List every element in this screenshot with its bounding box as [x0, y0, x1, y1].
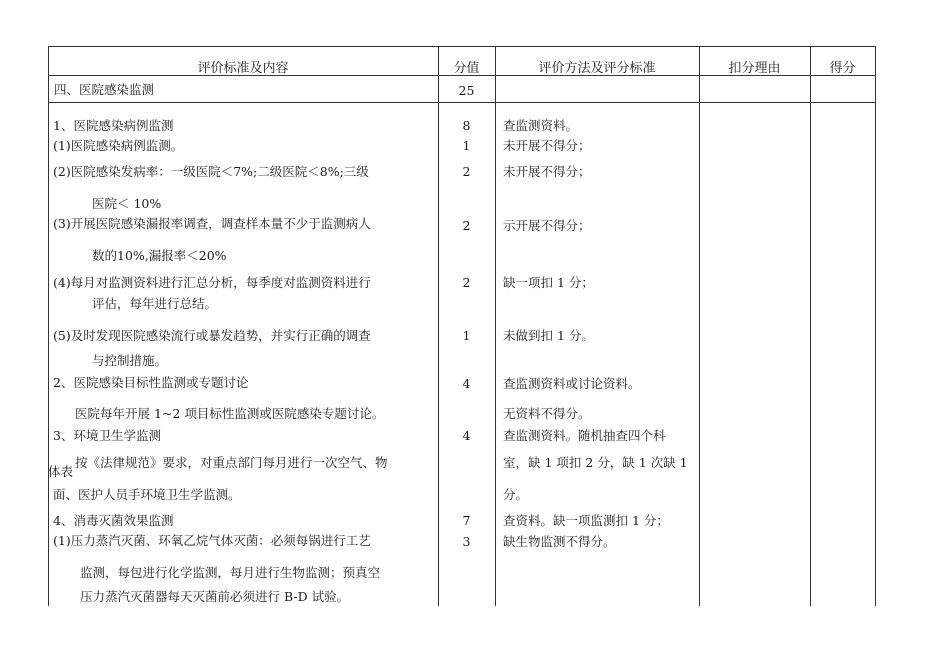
- criteria-line: 按《法律规范》要求，对重点部门每月进行一次空气、物: [75, 455, 388, 470]
- header-got: 得分: [829, 61, 856, 76]
- method-line: 未开展不得分；: [503, 138, 591, 153]
- score-cell: 2: [462, 218, 471, 233]
- method-line: 无资料不得分。: [503, 406, 591, 421]
- table-right-border: [875, 46, 876, 606]
- criteria-line: 医院每年开展 1~2 项目标性监测或医院感染专题讨论。: [75, 406, 385, 421]
- score-cell: 1: [462, 328, 471, 343]
- header-method: 评价方法及评分标准: [538, 61, 656, 76]
- criteria-line: 体表: [48, 464, 74, 479]
- clipped-text: [48, 455, 438, 479]
- method-line: 分。: [503, 487, 529, 502]
- score-cell: 4: [462, 376, 471, 391]
- criteria-line: (2)医院感染发病率：一级医院＜7%;二级医院＜8%;三级: [53, 164, 369, 179]
- criteria-line: (1)压力蒸汽灭菌、环氧乙烷气体灭菌：必须每锅进行工艺: [53, 533, 371, 548]
- method-line: 未做到扣 1 分。: [503, 328, 594, 343]
- criteria-line: (5)及时发现医院感染流行或暴发趋势，并实行正确的调查: [53, 328, 371, 343]
- header-score: 分值: [453, 61, 480, 76]
- criteria-line: (3)开展医院感染漏报率调查，调查样本量不少于监测病人: [53, 216, 371, 231]
- method-line: 缺生物监测不得分。: [503, 534, 616, 549]
- criteria-line: 评估，每年进行总结。: [92, 296, 218, 311]
- header-criteria: 评价标准及内容: [197, 61, 289, 76]
- criteria-line: 2、医院感染目标性监测或专题讨论: [53, 375, 249, 390]
- criteria-line: 3、环境卫生学监测: [53, 428, 161, 443]
- criteria-line: 数的10%,漏报率＜20%: [92, 248, 227, 263]
- column-divider-2: [495, 46, 496, 606]
- header-deduction: 扣分理由: [728, 61, 781, 76]
- score-cell: 7: [462, 513, 471, 528]
- criteria-line: 面、医护人员手环境卫生学监测。: [53, 487, 241, 502]
- method-line: 未开展不得分；: [503, 164, 591, 179]
- column-divider-4: [810, 46, 811, 606]
- score-cell: 4: [462, 428, 471, 443]
- method-line: 查监测资料或讨论资料。: [503, 376, 641, 391]
- criteria-line: 与控制措施。: [92, 353, 168, 368]
- criteria-line: 医院＜ 10%: [92, 196, 162, 211]
- method-line: 查资料。缺一项监测扣 1 分；: [503, 513, 669, 528]
- score-cell: 8: [462, 118, 471, 133]
- score-cell: 3: [462, 534, 471, 549]
- table-left-border: [48, 46, 49, 606]
- criteria-line: 4、消毒灭菌效果监测: [53, 513, 174, 528]
- section-title: 四、医院感染监测: [54, 82, 155, 97]
- section-row-border: [48, 102, 876, 103]
- section-score: 25: [458, 83, 475, 98]
- criteria-line: 压力蒸汽灭菌器每天灭菌前必须进行 B-D 试验。: [80, 589, 350, 604]
- score-cell: 2: [462, 275, 471, 290]
- criteria-line: (4)每月对监测资料进行汇总分析，每季度对监测资料进行: [53, 275, 371, 290]
- score-cell: 1: [462, 138, 471, 153]
- column-divider-3: [699, 46, 700, 606]
- method-line: 查监测资料。随机抽查四个科: [503, 428, 666, 443]
- score-cell: 2: [462, 164, 471, 179]
- table-top-border: [48, 46, 876, 47]
- method-line: 缺一项扣 1 分；: [503, 275, 594, 290]
- method-line: 查监测资料。: [503, 118, 579, 133]
- method-line: 示开展不得分；: [503, 218, 591, 233]
- criteria-line: 监测，每包进行化学监测，每月进行生物监测；预真空: [80, 565, 381, 580]
- criteria-line: (1)医院感染病例监测。: [53, 138, 184, 153]
- method-line: 室，缺 1 项扣 2 分，缺 1 次缺 1: [503, 455, 688, 470]
- criteria-line: 1、医院感染病例监测: [53, 118, 174, 133]
